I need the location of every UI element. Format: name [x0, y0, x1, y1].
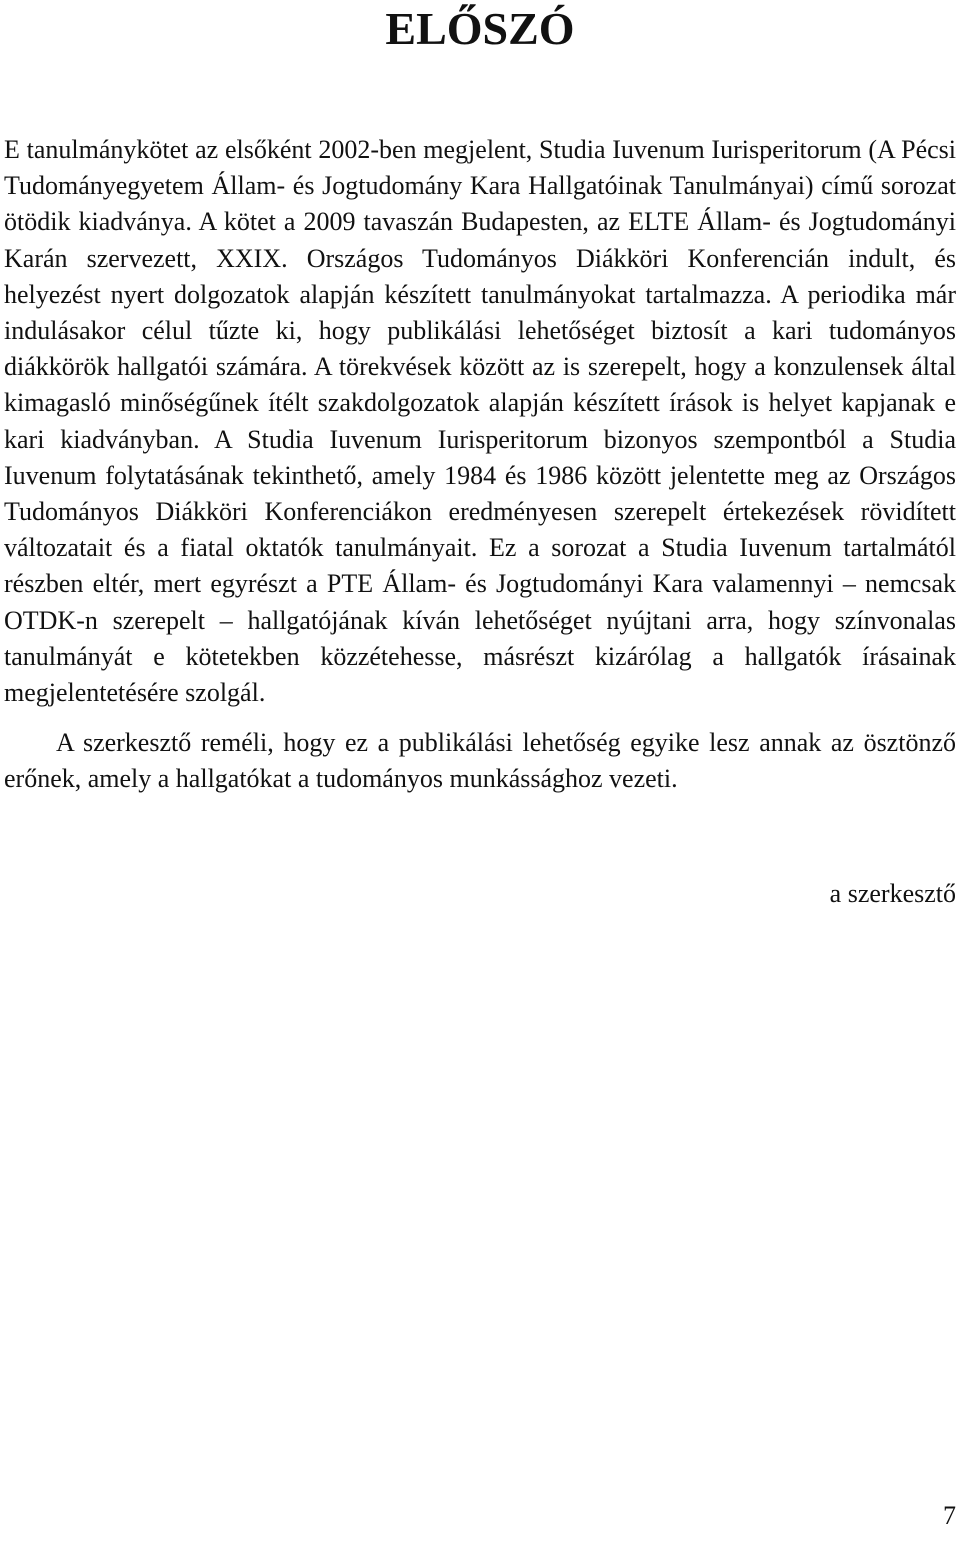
page-number: 7 [943, 1501, 956, 1530]
paragraph: E tanulmánykötet az elsőként 2002-ben megjelent, Studia Iuvenum Iurisperitorum (A Pécsi Tudományegyetem Állam- és Jogtudomány Kara Hallgatóinak Tanulmányai) című sorozat ötödik kiadványa. A kötet a 2009 tavaszán Budapesten, az ELTE Állam- és Jogtudományi Karán szervezett, XXIX. Országos Tudományos Diákköri Konferencián indult, és helyezést nyert dolgozatok alapján készített tanulmányokat tartalmazza. A periodika már indulásakor célul tűzte ki, hogy publikálási lehetőséget biztosít a kari tudományos diákkörök hallgatói számára. A törekvések között az is szerepelt, hogy a konzulensek által kimagasló minőségűnek ítélt szakdolgozatok alapján készített írások is helyet kapjanak e kari kiadványban. A Studia Iuvenum Iurisperitorum bizonyos szempontból a Studia Iuvenum folytatásának tekinthető, amely 1984 és 1986 között jelentette meg az Országos Tudományos Diákköri Konferenciákon eredményesen szerepelt értekezések rövidített változatait és a fiatal oktatók tanulmányait. Ez a sorozat a Studia Iuvenum tartalmától részben eltér, mert egyrészt a PTE Állam- és Jogtudományi Kara valamennyi – nemcsak OTDK-n szerepelt – hallgatójának kíván lehetőséget nyújtani arra, hogy színvonalas tanulmányát e kötetekben közzétehesse, másrészt kizárólag a hallgatók írásainak megjelentetésére szolgál. [4, 135, 956, 708]
body-text [4, 132, 956, 798]
signature: a szerkesztő [829, 879, 956, 908]
page-title: ELŐSZÓ [385, 3, 575, 54]
paragraph: A szerkesztő reméli, hogy ez a publikálási lehetőség egyike lesz annak az ösztönző erőnek, amely a hallgatókat a tudományos munkássághoz vezeti. [4, 728, 956, 794]
